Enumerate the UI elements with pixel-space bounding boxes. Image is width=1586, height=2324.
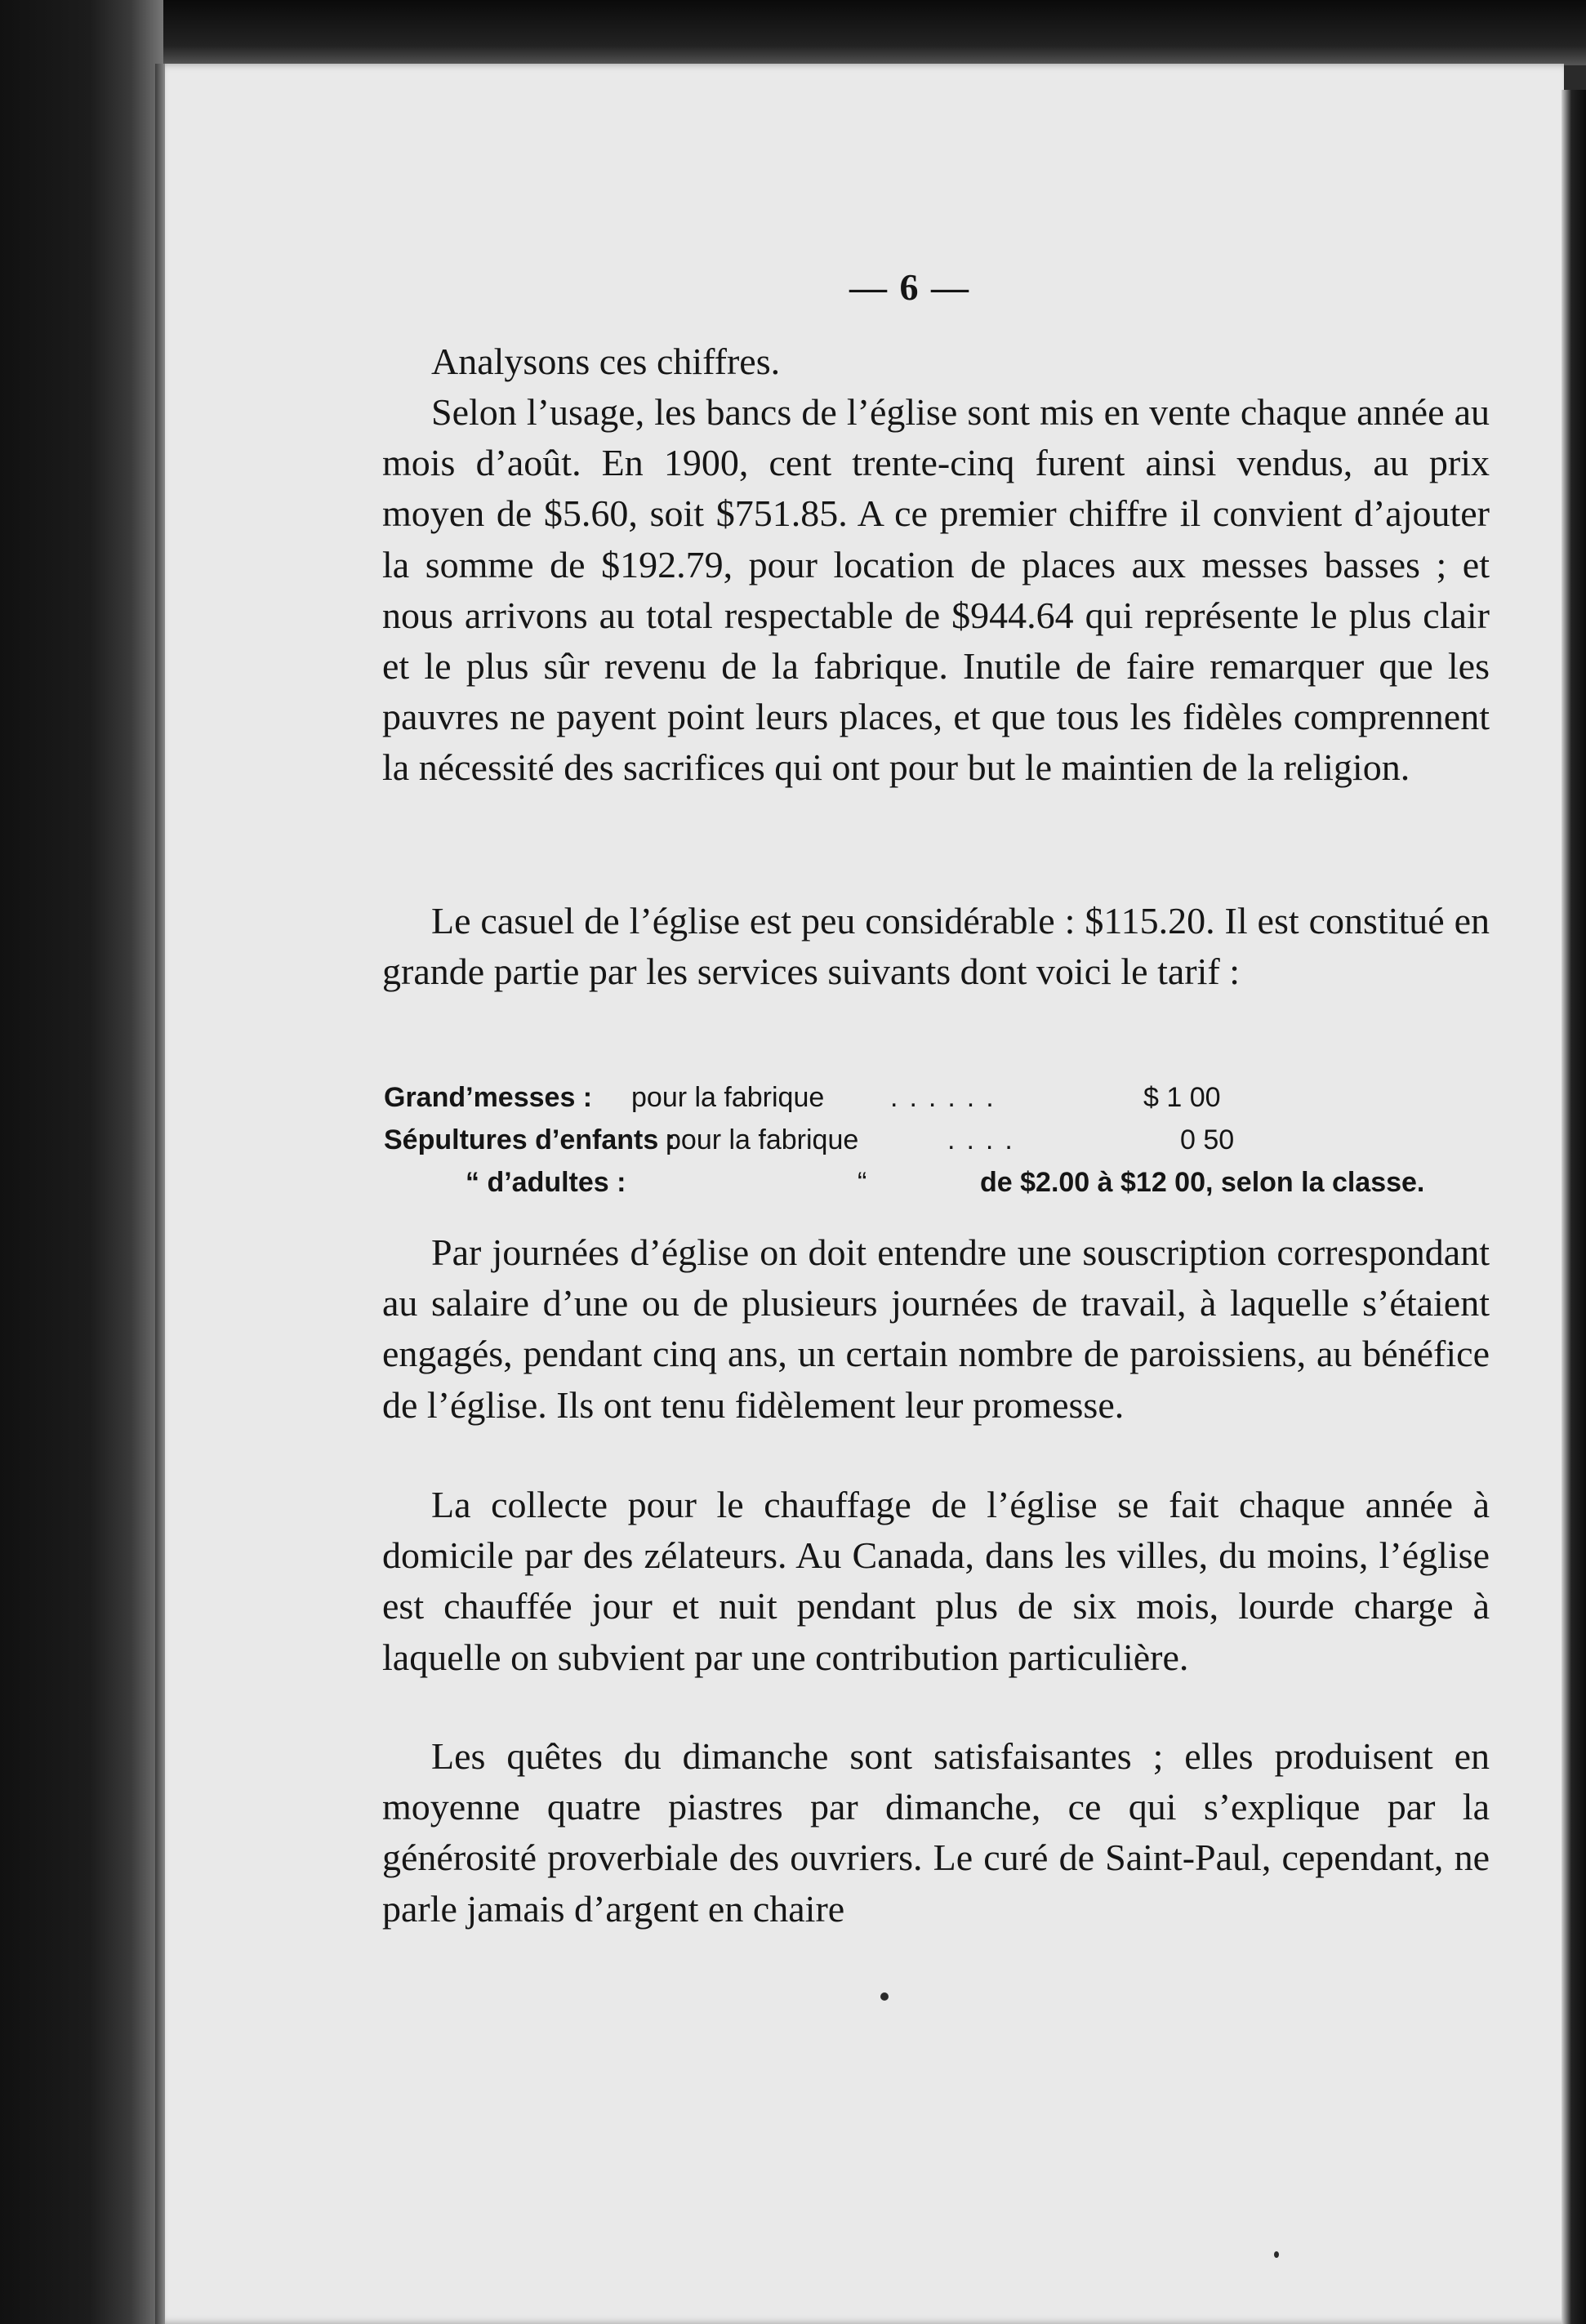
tarif-sub: “ xyxy=(858,1167,867,1198)
page-right-edge xyxy=(1561,90,1586,2324)
tarif-amount: $ 1 00 xyxy=(1143,1082,1221,1113)
tarif-dots: ...... xyxy=(890,1082,1005,1113)
paragraph-text: Le casuel de l’église est peu considérable : $115.20. Il est constitué en grande partie par les services suivants dont voici le tarif : xyxy=(382,900,1490,993)
tarif-dots: .... xyxy=(947,1124,1024,1155)
tarif-label: Sépultures d’enfants : xyxy=(384,1124,676,1155)
paragraph-text: Les quêtes du dimanche sont satisfaisantes ; elles produisent en moyenne quatre piastres par dimanche, ce qui s’explique par la générosité proverbiale des ouvriers. Le curé de Saint-Paul, cependant, ne parle jamais d’argent en chaire xyxy=(382,1735,1490,1930)
paragraph-text: La collecte pour le chauffage de l’église se fait chaque année à domicile par des zélateurs. Au Canada, dans les villes, du moins, l’église est chauffée jour et nuit pendant plus de six mois, lourde charge à laquelle on subvient par une contribution particulière. xyxy=(382,1484,1490,1678)
paragraph-text: Selon l’usage, les bancs de l’église sont mis en vente chaque année au mois d’août. En 1900, cent trente-cinq furent ainsi vendus, au prix moyen de $5.60, soit $751.85. A ce premier chiffre il convient d’ajouter la somme de $192.79, pour location de places aux messes basses ; et nous arrivons au total respectable de $944.64 qui représente le plus clair et le plus sûr revenu de la fabrique. Inutile de faire remarquer que les pauvres ne payent point leurs places, et que tous les fidèles comprennent la nécessité des sacrifices qui ont pour but le maintien de la religion. xyxy=(382,391,1490,789)
paragraph-1 xyxy=(382,336,1490,387)
tarif-sub: pour la fabrique xyxy=(631,1082,825,1113)
paragraph-3 xyxy=(382,896,1490,997)
tarif-amount: de $2.00 à $12 00, selon la classe. xyxy=(980,1167,1425,1198)
paragraph-4 xyxy=(382,1227,1490,1431)
page-number: — 6 — xyxy=(849,266,970,308)
tarif-row xyxy=(384,1161,1495,1204)
paragraph-2 xyxy=(382,387,1490,794)
ink-speck xyxy=(1274,2251,1279,2258)
scan-border-left xyxy=(0,0,163,2324)
paragraph-6 xyxy=(382,1731,1490,1934)
tarif-table xyxy=(384,1076,1495,1204)
tarif-row xyxy=(384,1119,1495,1161)
page-left-edge xyxy=(155,64,165,2324)
paragraph-5 xyxy=(382,1480,1490,1683)
tarif-label: Grand’messes : xyxy=(384,1082,593,1113)
tarif-amount: 0 50 xyxy=(1180,1124,1235,1155)
tarif-sub: pour la fabrique xyxy=(666,1124,859,1155)
tarif-row xyxy=(384,1076,1495,1119)
paragraph-text: Par journées d’église on doit entendre une souscription correspondant au salaire d’une ou de plusieurs journées de travail, à laquelle s’étaient engagés, pendant cinq ans, un certain nombre de paroissiens, au bénéfice de l’église. Ils ont tenu fidèlement leur promesse. xyxy=(382,1231,1490,1426)
paragraph-text: Analysons ces chiffres. xyxy=(431,341,781,382)
ink-speck xyxy=(880,1992,889,2001)
scan-border-top xyxy=(0,0,1586,65)
tarif-label: “ d’adultes : xyxy=(466,1167,626,1198)
